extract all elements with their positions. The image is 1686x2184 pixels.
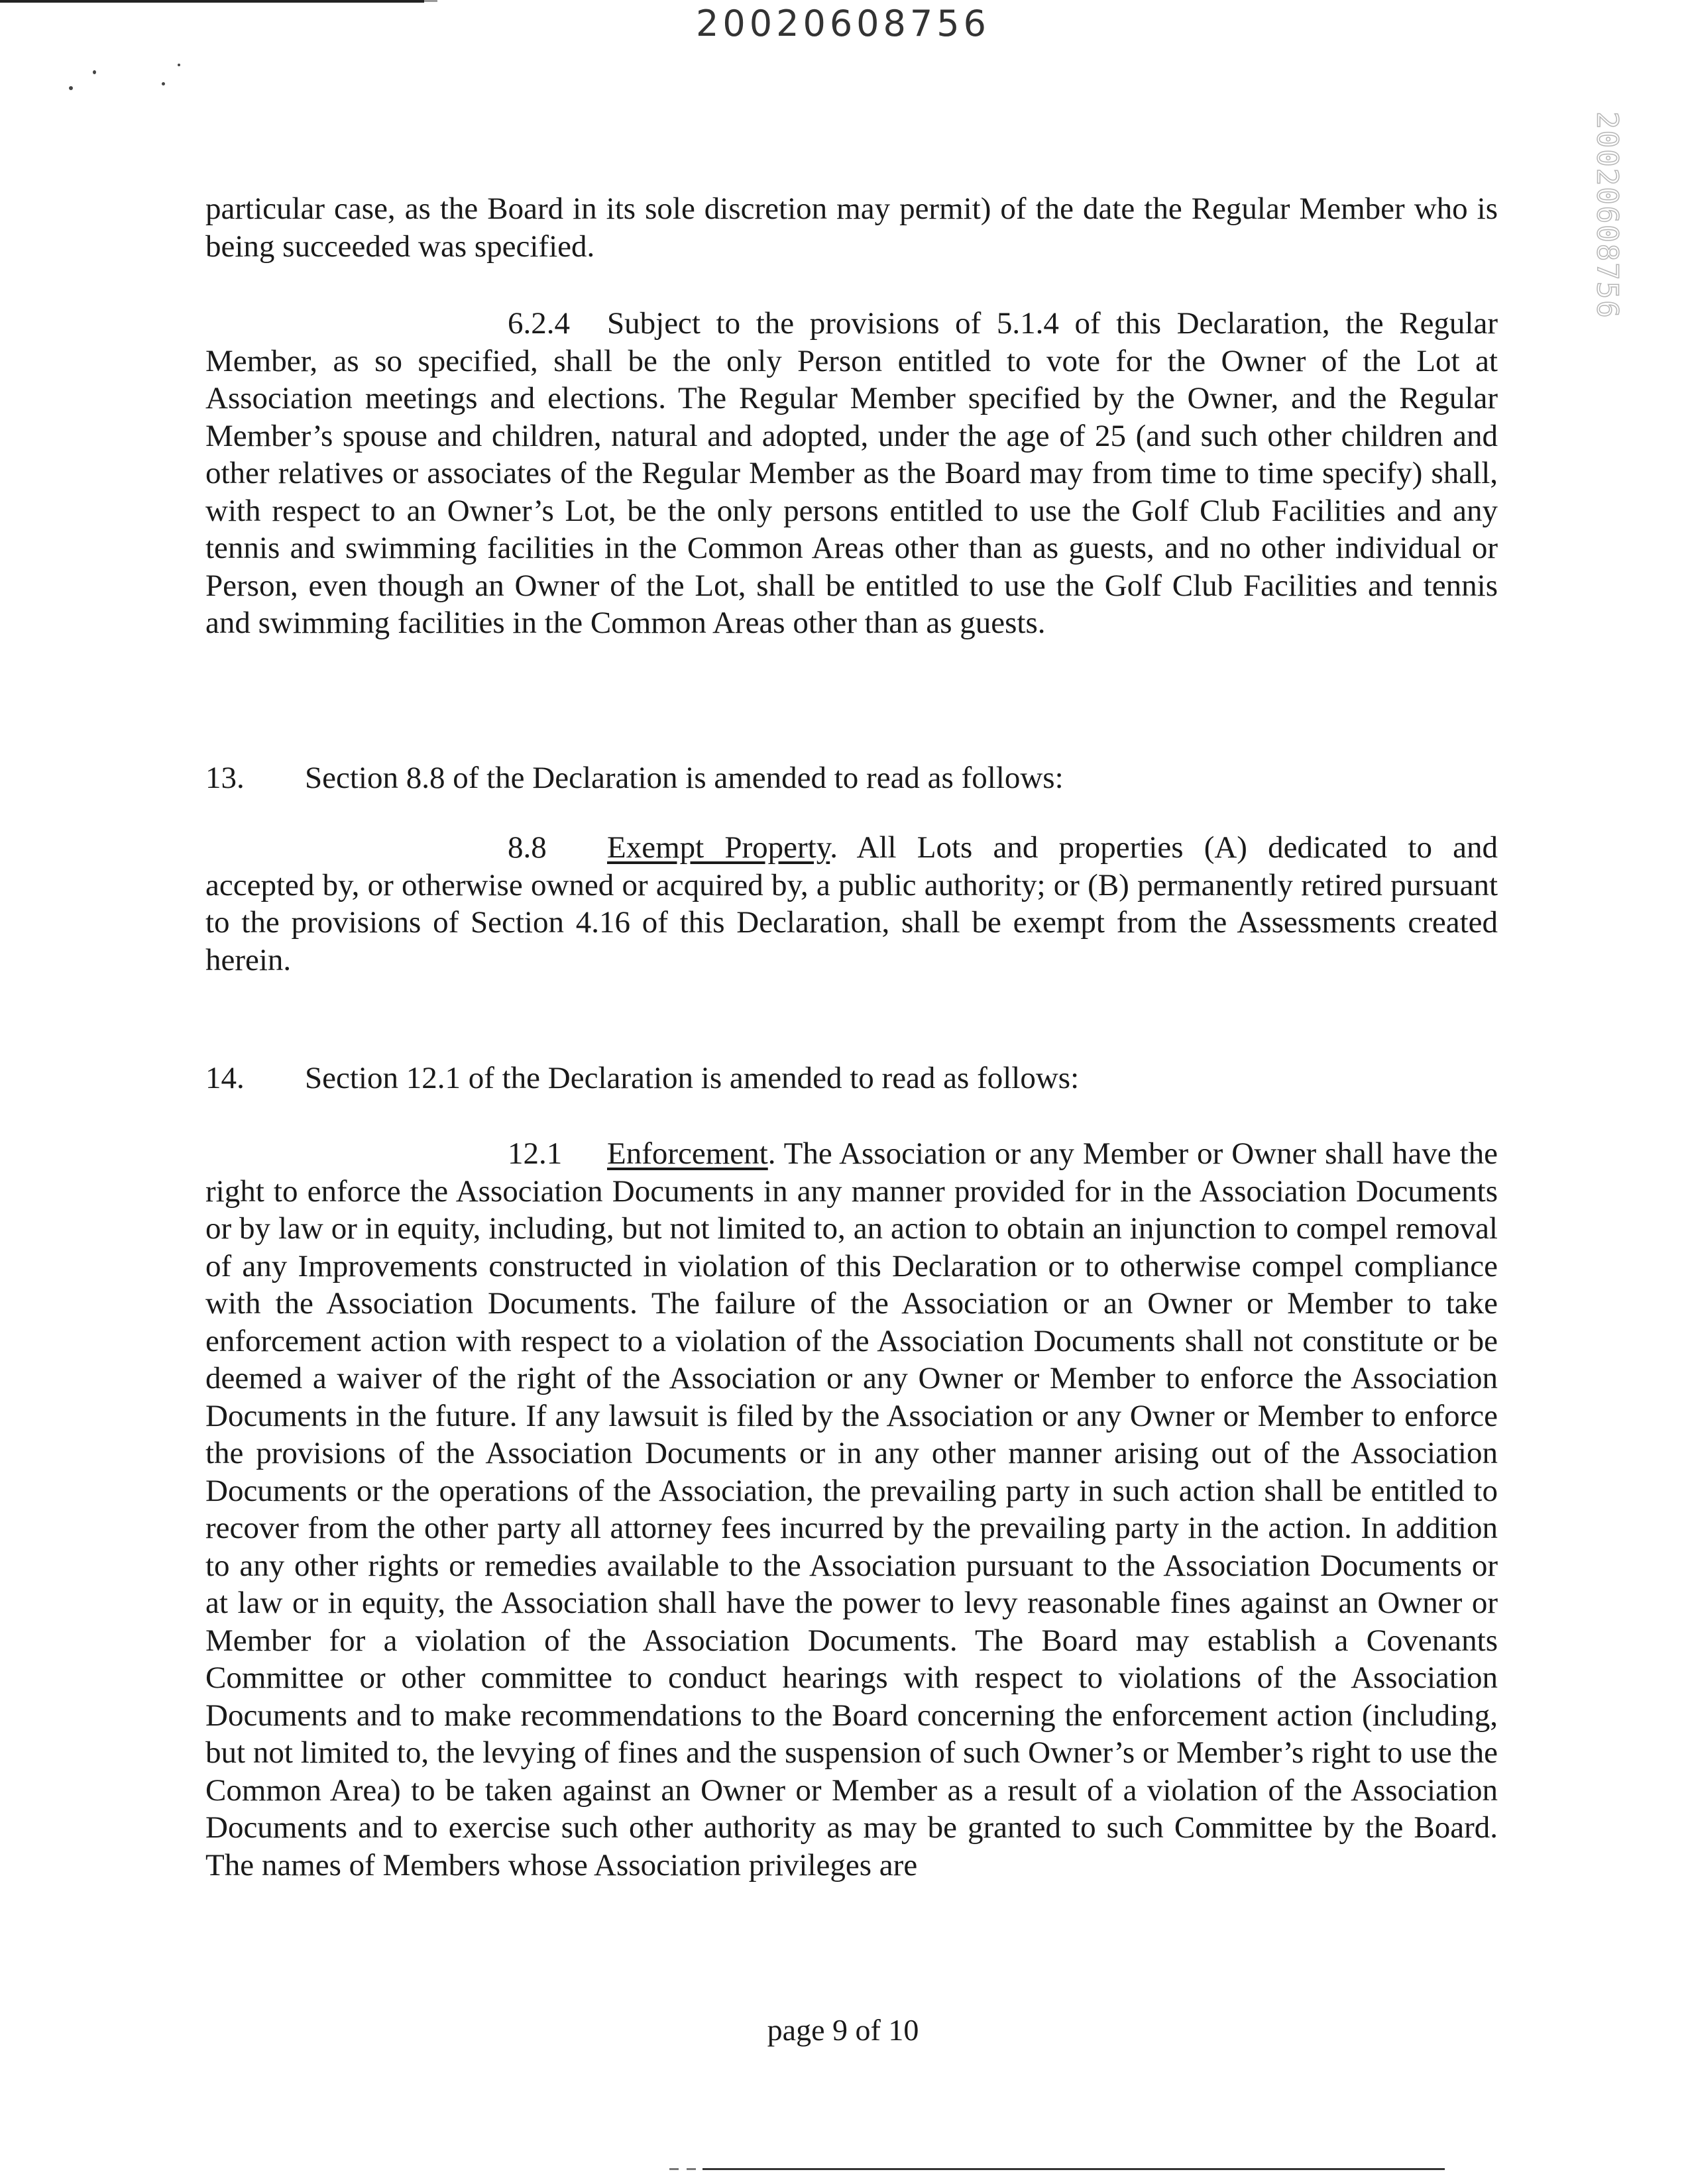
section-number: 12.1 xyxy=(508,1136,563,1171)
section-number: 8.8 xyxy=(508,830,547,865)
bottom-rule xyxy=(702,2168,1445,2170)
scan-speck xyxy=(178,64,180,66)
paragraph-text: The Association or any Member or Owner shall have the right to enforce the Association Documents in any manner provided for in the Association Documents or by law or in equity, including, but not limited to, an action to obtain an injunction to compel removal of any Improvements constructed in violation of this Declaration or to otherwise compel compliance with the Association Documents. The failure of the Association or an Owner or Member to take enforcement action with respect to a violation of the Association Documents shall not constitute or be deemed a waiver of the right of the Association or any Owner or Member to enforce the Association Documents in the future. If any lawsuit is filed by the Association or any Owner or Member to enforce the provisions of the Association Documents or in any other manner arising out of the Association Documents or the operations of the Association, the prevailing party in such action shall be entitled to recover from the other party all attorney fees incurred by the prevailing party in the action. In addition to any other rights or remedies available to the Association pursuant to the Association Documents or at law or in equity, the Association shall have the power to levy reasonable fines against an Owner or Member for a violation of the Association Documents. The Board may establish a Covenants Committee or other committee to conduct hearings with respect to violations of the Association Documents and to make recommendations to the Board concerning the enforcement action (including, but not limited to, the levying of fines and the suspension of such Owner’s or Member’s right to use the Common Area) to be taken against an Owner or Member as a result of a violation of the Association Documents and to exercise such other authority as may be granted to such Committee by the Board. The names of Members whose Association privileges are xyxy=(205,1136,1498,1883)
top-rule-fade xyxy=(424,0,437,2)
item-text: Section 8.8 of the Declaration is amended to read as follows: xyxy=(305,761,1064,795)
side-stamp-number: 20020608756 xyxy=(1590,111,1624,319)
section-title: Enforcement xyxy=(607,1136,768,1171)
paragraph-text: Subject to the provisions of 5.1.4 of this Declaration, the Regular Member, as so specified, shall be the only Person entitled to vote for the Owner of the Lot at Association meetings and elections. The Regular Member specified by the Owner, and the Regular Member’s spouse and children, natural and adopted, under the age of 25 (and such other children and other relatives or associates of the Regular Member as the Board may from time to time specify) shall, with respect to an Owner’s Lot, be the only persons entitled to use the Golf Club Facilities and any tennis and swimming facilities in the Common Areas other than as guests, and no other individual or Person, even though an Owner of the Lot, shall be entitled to use the Golf Club Facilities and tennis and swimming facilities in the Common Areas other than as guests. xyxy=(205,306,1498,640)
paragraph-text: particular case, as the Board in its sole discretion may permit) of the date the Regular Member who is being succeeded was specified. xyxy=(205,191,1498,264)
section-number: 6.2.4 xyxy=(508,306,570,341)
scan-speck xyxy=(93,70,96,74)
item-14-heading xyxy=(205,1060,1079,1097)
item-13-heading xyxy=(205,759,1064,797)
section-title-punct: . xyxy=(767,1136,776,1171)
document-number: 20020608756 xyxy=(696,3,990,44)
paragraph-8-8 xyxy=(205,829,1498,979)
scan-speck xyxy=(69,86,73,90)
bottom-rule-fade xyxy=(687,2168,696,2170)
item-text: Section 12.1 of the Declaration is amended to read as follows: xyxy=(305,1061,1080,1095)
item-number: 14. xyxy=(205,1061,245,1095)
side-stamp xyxy=(1587,109,1627,321)
paragraph-6-2-4 xyxy=(205,305,1498,642)
scan-speck xyxy=(162,82,165,85)
section-title-punct: . xyxy=(830,830,838,865)
paragraph-continuation xyxy=(205,190,1498,265)
item-number: 13. xyxy=(205,761,245,795)
paragraph-12-1 xyxy=(205,1135,1498,1884)
paragraph-text: All Lots and properties (A) dedicated to and accepted by, or otherwise owned or acquired by, a public authority; or (B) permanently retired pursuant to the provisions of Section 4.16 of this Declaration, shall be exempt from the Assessments created herein. xyxy=(205,830,1498,977)
page-number: page 9 of 10 xyxy=(767,2013,919,2047)
bottom-rule-fade xyxy=(669,2168,679,2170)
section-title: Exempt Property xyxy=(607,830,830,865)
